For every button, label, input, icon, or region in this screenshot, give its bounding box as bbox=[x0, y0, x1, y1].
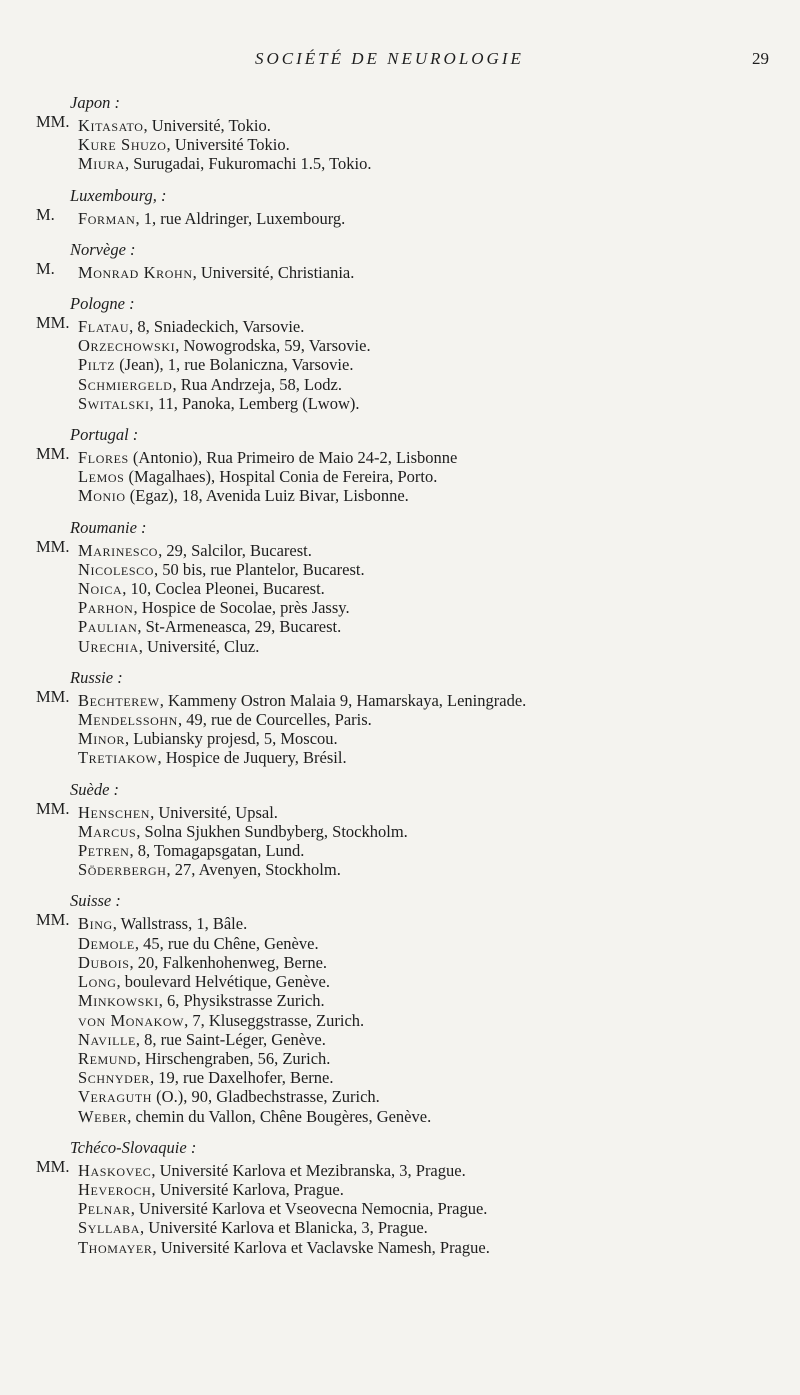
country-heading: Norvège : bbox=[70, 239, 136, 259]
honorific-prefix: MM. bbox=[36, 910, 70, 930]
member-name: Switalski bbox=[78, 393, 150, 413]
country-member-group bbox=[0, 910, 800, 1126]
member-name: Kitasato bbox=[78, 116, 144, 135]
member-address: , Université Karlova, Prague. bbox=[151, 1179, 344, 1199]
member-entry bbox=[78, 375, 800, 394]
member-name: Flatau bbox=[78, 317, 130, 337]
member-address: , Université Karlova et Vaclavske Namesh, Prague. bbox=[152, 1237, 490, 1257]
honorific-prefix: MM. bbox=[36, 313, 70, 333]
member-address: (Egaz), 18, Avenida Luiz Bivar, Lisbonne. bbox=[125, 486, 409, 506]
country-member-group bbox=[0, 444, 800, 506]
member-entry bbox=[78, 1238, 800, 1257]
member-name: Bechterew bbox=[78, 690, 160, 710]
member-entry bbox=[78, 1107, 800, 1126]
member-entry bbox=[78, 991, 800, 1010]
member-entry bbox=[78, 355, 800, 374]
member-name: Nicolesco bbox=[78, 559, 154, 579]
member-entry bbox=[78, 1011, 800, 1030]
member-entry bbox=[78, 691, 800, 710]
member-address: , 8, Sniadeckich, Varsovie. bbox=[129, 317, 305, 337]
member-address: , 10, Coclea Pleonei, Bucarest. bbox=[122, 579, 325, 599]
member-address: , 49, rue de Courcelles, Paris. bbox=[177, 710, 372, 730]
member-name: Miura bbox=[78, 154, 126, 174]
member-name: Long bbox=[78, 972, 117, 992]
country-member-group bbox=[0, 536, 800, 656]
member-address: , Rua Andrzeja, 58, Lodz. bbox=[172, 374, 342, 394]
member-address: , 27, Avenyen, Stockholm. bbox=[166, 860, 341, 880]
member-name: Noica bbox=[78, 579, 123, 599]
member-address: , Université Tokio. bbox=[166, 135, 290, 155]
member-address: (O.), 90, Gladbechstrasse, Zurich. bbox=[152, 1087, 380, 1107]
member-address: , Nowogrodska, 59, Varsovie. bbox=[175, 336, 371, 356]
member-address: , St-Armeneasca, 29, Bucarest. bbox=[137, 617, 342, 637]
country-heading: Luxembourg, : bbox=[70, 185, 167, 205]
member-name: Naville bbox=[78, 1029, 136, 1049]
member-address: (Magalhaes), Hospital Conia de Fereira, Porto. bbox=[124, 467, 438, 487]
member-entry bbox=[78, 541, 800, 560]
member-entry bbox=[78, 841, 800, 860]
member-name: Forman bbox=[78, 208, 136, 228]
member-address: , Hirschengraben, 56, Zurich. bbox=[136, 1048, 331, 1068]
member-name: Urechia bbox=[78, 636, 139, 656]
country-member-group bbox=[0, 798, 800, 880]
member-name: Piltz bbox=[78, 355, 116, 375]
country-heading: Suède : bbox=[70, 779, 120, 799]
member-entry bbox=[78, 467, 800, 486]
member-entry bbox=[78, 1087, 800, 1106]
member-entry bbox=[78, 729, 800, 748]
country-heading: Japon : bbox=[70, 93, 120, 112]
member-address: , 8, rue Saint-Léger, Genève. bbox=[135, 1029, 326, 1049]
member-name: Heveroch bbox=[78, 1179, 152, 1199]
member-name: Mendelssohn bbox=[78, 710, 178, 730]
member-entry bbox=[78, 860, 800, 879]
member-name: Minor bbox=[78, 729, 126, 749]
member-entry bbox=[78, 637, 800, 656]
member-address: , Wallstrass, 1, Bâle. bbox=[112, 914, 248, 934]
member-address: , Université Karlova et Vseovecna Nemocnia, Prague. bbox=[130, 1199, 488, 1219]
member-entry bbox=[78, 934, 800, 953]
member-name: Parhon bbox=[78, 598, 134, 618]
member-name: Schnyder bbox=[78, 1068, 150, 1088]
member-address: , Université, Cluz. bbox=[138, 636, 260, 656]
member-name: Syllaba bbox=[78, 1218, 141, 1238]
member-entry bbox=[78, 748, 800, 767]
page-number: 29 bbox=[752, 49, 769, 68]
member-entry bbox=[78, 486, 800, 505]
member-address: , Université Karlova et Blanicka, 3, Prague. bbox=[140, 1218, 428, 1238]
member-entry bbox=[78, 317, 800, 336]
member-name: Flores bbox=[78, 448, 129, 468]
member-entry bbox=[78, 914, 800, 933]
member-entry bbox=[78, 560, 800, 579]
member-name: Bing bbox=[78, 914, 113, 934]
member-name: Thomayer bbox=[78, 1237, 153, 1257]
member-entry bbox=[78, 598, 800, 617]
country-member-group bbox=[0, 1156, 800, 1257]
member-address: , 6, Physikstrasse Zurich. bbox=[158, 991, 325, 1011]
member-name: Kure Shuzo bbox=[78, 135, 167, 155]
member-name: Haskovec bbox=[78, 1160, 152, 1180]
member-entry bbox=[78, 710, 800, 729]
country-heading: Roumanie : bbox=[70, 517, 147, 537]
member-name: Petren bbox=[78, 841, 130, 861]
member-entry bbox=[78, 617, 800, 636]
country-member-group bbox=[0, 258, 800, 282]
member-name: Henschen bbox=[78, 802, 151, 822]
member-entry bbox=[78, 953, 800, 972]
member-address: , chemin du Vallon, Chêne Bougères, Genève. bbox=[127, 1106, 432, 1126]
country-member-group bbox=[0, 686, 800, 768]
member-address: , Hospice de Juquery, Brésil. bbox=[157, 748, 347, 768]
running-title: SOCIÉTÉ DE NEUROLOGIE bbox=[255, 49, 524, 68]
member-entry bbox=[78, 579, 800, 598]
member-entry bbox=[78, 209, 800, 228]
member-entry bbox=[78, 1180, 800, 1199]
country-member-group bbox=[0, 204, 800, 228]
member-entry bbox=[78, 448, 800, 467]
country-heading: Suisse : bbox=[70, 891, 121, 911]
member-name: Weber bbox=[78, 1106, 128, 1126]
member-address: , boulevard Helvétique, Genève. bbox=[116, 972, 330, 992]
honorific-prefix: MM. bbox=[36, 536, 70, 556]
member-address: , 45, rue du Chêne, Genève. bbox=[134, 933, 319, 953]
member-list bbox=[0, 92, 800, 1257]
member-entry bbox=[78, 154, 800, 173]
member-address: , Université, Christiania. bbox=[192, 262, 355, 282]
country-heading: Tchéco-Slovaquie : bbox=[70, 1137, 197, 1157]
member-entry bbox=[78, 1161, 800, 1180]
honorific-prefix: MM. bbox=[36, 444, 70, 464]
member-name: Paulian bbox=[78, 617, 138, 637]
member-address: , 19, rue Daxelhofer, Berne. bbox=[149, 1068, 334, 1088]
member-entry bbox=[78, 394, 800, 413]
member-name: Tretiakow bbox=[78, 748, 158, 768]
member-address: , 29, Salcilor, Bucarest. bbox=[158, 540, 312, 560]
running-head bbox=[0, 49, 800, 73]
member-name: Veraguth bbox=[78, 1087, 153, 1107]
member-name: Demole bbox=[78, 933, 135, 953]
member-address: , Université, Tokio. bbox=[143, 116, 271, 135]
member-address: , 8, Tomagapsgatan, Lund. bbox=[129, 841, 305, 861]
honorific-prefix: MM. bbox=[36, 686, 70, 706]
member-entry bbox=[78, 1049, 800, 1068]
member-address: , Lubiansky projesd, 5, Moscou. bbox=[125, 729, 338, 749]
member-address: , Surugadai, Fukuromachi 1.5, Tokio. bbox=[125, 154, 372, 174]
member-entry bbox=[78, 1068, 800, 1087]
honorific-prefix: M. bbox=[36, 204, 55, 224]
member-address: , 20, Falkenhohenweg, Berne. bbox=[129, 952, 328, 972]
member-name: Orzechowski bbox=[78, 336, 176, 356]
country-heading: Pologne : bbox=[70, 294, 135, 314]
member-address: , Université Karlova et Mezibranska, 3, Prague. bbox=[151, 1160, 466, 1180]
member-address: (Antonio), Rua Primeiro de Maio 24-2, Lisbonne bbox=[128, 448, 458, 468]
member-entry bbox=[78, 822, 800, 841]
member-entry bbox=[78, 135, 800, 154]
member-name: Schmiergeld bbox=[78, 374, 173, 394]
member-entry bbox=[78, 972, 800, 991]
member-name: Marinesco bbox=[78, 540, 159, 560]
member-address: , Hospice de Socolae, près Jassy. bbox=[133, 598, 350, 618]
member-address: , 50 bis, rue Plantelor, Bucarest. bbox=[154, 559, 365, 579]
member-entry bbox=[78, 1199, 800, 1218]
member-entry bbox=[78, 336, 800, 355]
country-heading: Russie : bbox=[70, 667, 123, 687]
member-name: von Monakow bbox=[78, 1010, 185, 1030]
member-entry bbox=[78, 1030, 800, 1049]
member-address: (Jean), 1, rue Bolaniczna, Varsovie. bbox=[115, 355, 354, 375]
member-name: Monio bbox=[78, 486, 126, 506]
honorific-prefix: M. bbox=[36, 258, 55, 278]
member-name: Pelnar bbox=[78, 1199, 131, 1219]
member-name: Remund bbox=[78, 1048, 137, 1068]
member-name: Dubois bbox=[78, 952, 130, 972]
member-name: Söderbergh bbox=[78, 860, 167, 880]
member-entry bbox=[78, 1218, 800, 1237]
member-address: , 1, rue Aldringer, Luxembourg. bbox=[135, 208, 346, 228]
member-entry bbox=[78, 116, 800, 135]
member-address: , Université, Upsal. bbox=[150, 802, 278, 822]
honorific-prefix: MM. bbox=[36, 112, 70, 131]
member-name: Lemos bbox=[78, 467, 125, 487]
country-member-group bbox=[0, 112, 800, 174]
member-address: , Solna Sjukhen Sundbyberg, Stockholm. bbox=[136, 821, 408, 841]
member-name: Marcus bbox=[78, 821, 137, 841]
member-address: , Kammeny Ostron Malaia 9, Hamarskaya, Leningrade. bbox=[159, 690, 527, 710]
member-address: , 7, Kluseggstrasse, Zurich. bbox=[184, 1010, 365, 1030]
member-address: , 11, Panoka, Lemberg (Lwow). bbox=[149, 393, 360, 413]
member-name: Monrad Krohn bbox=[78, 262, 193, 282]
honorific-prefix: MM. bbox=[36, 798, 70, 818]
honorific-prefix: MM. bbox=[36, 1156, 70, 1176]
country-member-group bbox=[0, 313, 800, 413]
member-entry bbox=[78, 803, 800, 822]
member-entry bbox=[78, 263, 800, 282]
country-heading: Portugal : bbox=[70, 425, 139, 445]
member-name: Minkowski bbox=[78, 991, 159, 1011]
